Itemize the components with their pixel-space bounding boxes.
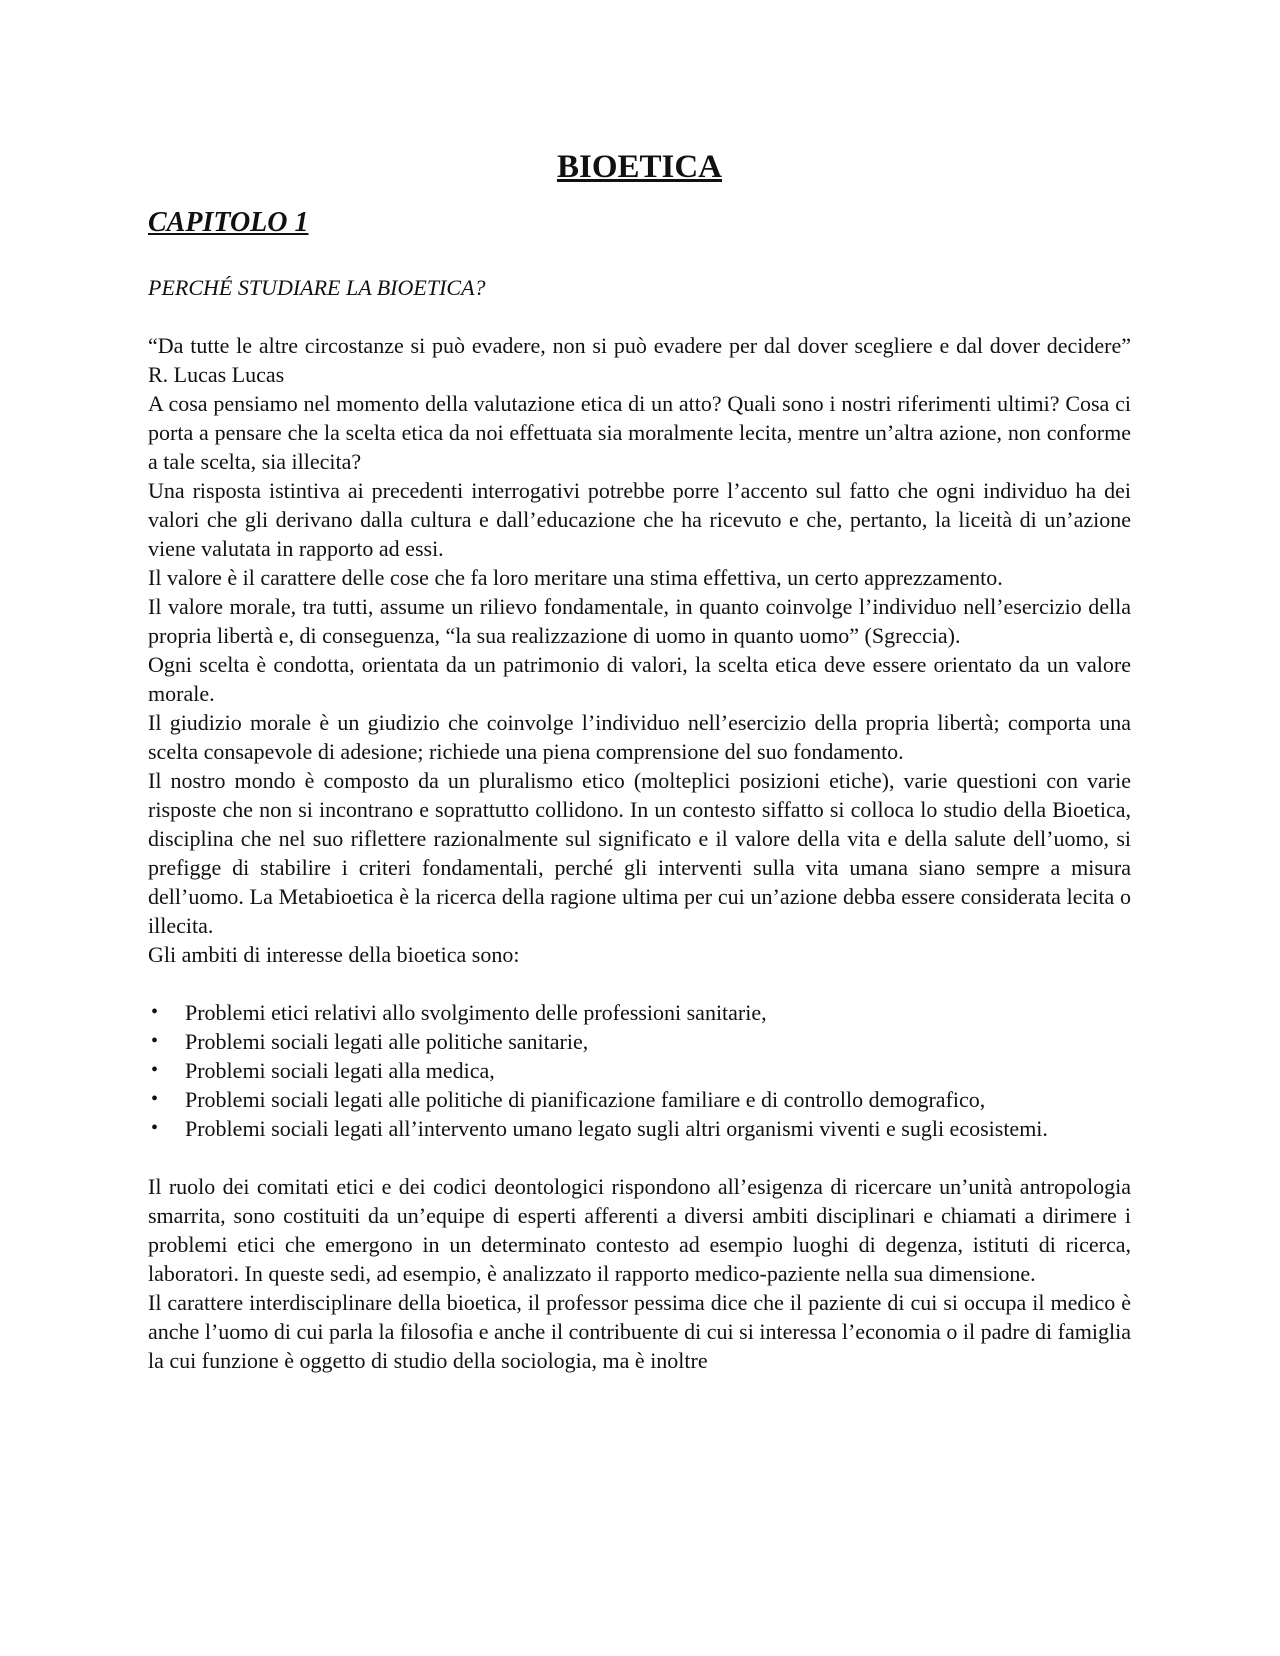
body-paragraph: Il nostro mondo è composto da un pluralismo etico (molteplici posizioni etiche), varie questioni con varie risposte che non si incontrano e soprattutto collidono. In un contesto siffatto si colloca lo studio della Bioetica, disciplina che nel suo riflettere razionalmente sul significato e il valore della vita e della salute dell’uomo, si prefigge di stabilire i criteri fondamentali, perché gli interventi sulla vita umana siano sempre a misura dell’uomo. La Metabioetica è la ricerca della ragione ultima per cui un’azione debba essere considerata lecita o illecita.	[148, 768, 1131, 939]
list-item-text: Problemi sociali legati alla medica,	[185, 1058, 495, 1084]
list-item	[148, 1056, 1131, 1085]
body-paragraph: Il valore morale, tra tutti, assume un rilievo fondamentale, in quanto coinvolge l’individuo nell’esercizio della propria libertà e, di conseguenza, “la sua realizzazione di uomo in quanto uomo” (Sgreccia).	[148, 594, 1131, 649]
bullet-icon: •	[151, 1088, 159, 1111]
bullet-icon: •	[151, 1001, 159, 1024]
bioethics-areas-list	[148, 998, 1131, 1143]
list-item	[148, 1114, 1131, 1143]
body-paragraph: Il carattere interdisciplinare della bioetica, il professor pessima dice che il paziente di cui si occupa il medico è anche l’uomo di cui parla la filosofia e anche il contribuente di cui si interessa l’economia o il padre di famiglia la cui funzione è oggetto di studio della sociologia, ma è inoltre	[148, 1290, 1131, 1374]
list-item	[148, 1085, 1131, 1114]
list-item-text: Problemi sociali legati all’intervento umano legato sugli altri organismi viventi e sugli ecosistemi.	[185, 1116, 1048, 1142]
bullet-icon: •	[151, 1117, 159, 1140]
bullet-icon: •	[151, 1030, 159, 1053]
section-heading: PERCHÉ STUDIARE LA BIOETICA?	[148, 275, 486, 301]
list-item-text: Problemi etici relativi allo svolgimento delle professioni sanitarie,	[185, 1000, 767, 1026]
list-item-text: Problemi sociali legati alle politiche sanitarie,	[185, 1029, 589, 1055]
body-paragraph: A cosa pensiamo nel momento della valutazione etica di un atto? Quali sono i nostri riferimenti ultimi? Cosa ci porta a pensare che la scelta etica da noi effettuata sia moralmente lecita, mentre un’altra azione, non conforme a tale scelta, sia illecita?	[148, 391, 1131, 475]
body-paragraph: Una risposta istintiva ai precedenti interrogativi potrebbe porre l’accento sul fatto che ogni individuo ha dei valori che gli derivano dalla cultura e dall’educazione che ha ricevuto e che, pertanto, la liceità di un’azione viene valutata in rapporto ad essi.	[148, 478, 1131, 562]
body-paragraph: Il giudizio morale è un giudizio che coinvolge l’individuo nell’esercizio della propria libertà; comporta una scelta consapevole di adesione; richiede una piena comprensione del suo fondamento.	[148, 710, 1131, 765]
list-item-text: Problemi sociali legati alle politiche di pianificazione familiare e di controllo demografico,	[185, 1087, 986, 1113]
body-paragraph: Ogni scelta è condotta, orientata da un patrimonio di valori, la scelta etica deve essere orientato da un valore morale.	[148, 652, 1131, 707]
bullet-icon: •	[151, 1059, 159, 1082]
document-title: BIOETICA	[556, 149, 723, 185]
list-item	[148, 1027, 1131, 1056]
list-item	[148, 998, 1131, 1027]
body-paragraph: Il valore è il carattere delle cose che fa loro meritare una stima effettiva, un certo apprezzamento.	[148, 565, 1003, 591]
chapter-heading: CAPITOLO 1	[148, 206, 309, 238]
list-intro-paragraph: Gli ambiti di interesse della bioetica sono:	[148, 942, 520, 968]
document-page	[148, 148, 1131, 1375]
quote-paragraph: “Da tutte le altre circostanze si può evadere, non si può evadere per dal dover scegliere e dal dover decidere” R. Lucas Lucas	[148, 333, 1131, 388]
body-paragraph: Il ruolo dei comitati etici e dei codici deontologici rispondono all’esigenza di ricercare un’unità antropologia smarrita, sono costituiti da un’equipe di esperti afferenti a diversi ambiti disciplinari e chiamati a dirimere i problemi etici che emergono in un determinato contesto ad esempio luoghi di degenza, istituti di ricerca, laboratori. In queste sedi, ad esempio, è analizzato il rapporto medico-paziente nella sua dimensione.	[148, 1174, 1131, 1287]
